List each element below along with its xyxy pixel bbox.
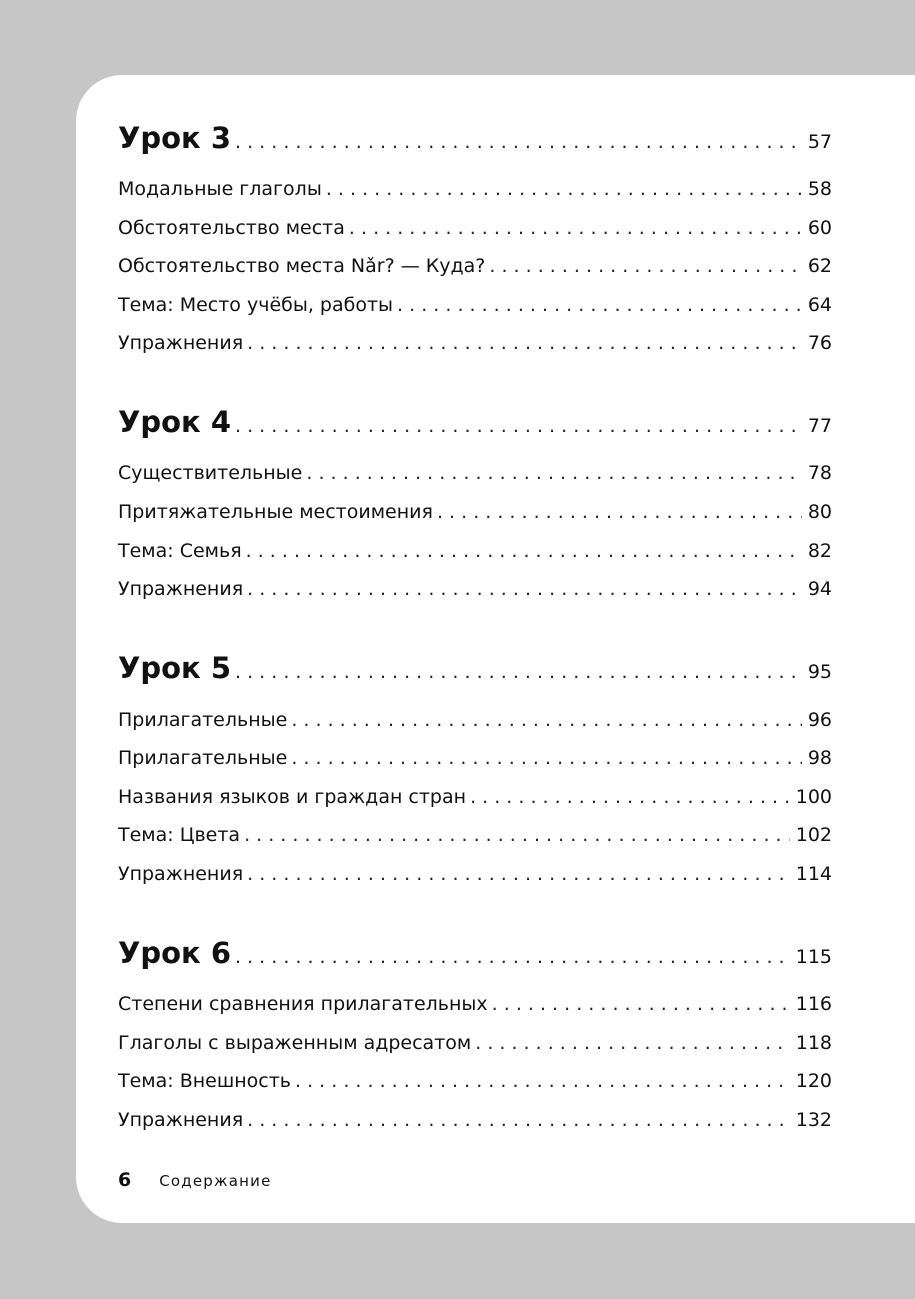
entry-title: Упражнения bbox=[118, 578, 244, 600]
lesson-title: Урок 4 bbox=[118, 405, 231, 439]
dot-leader bbox=[247, 862, 790, 886]
page-number: 132 bbox=[795, 1109, 832, 1131]
toc-entry[interactable] bbox=[118, 1108, 832, 1132]
entry-title: Тема: Семья bbox=[118, 540, 242, 562]
dot-leader bbox=[437, 500, 802, 524]
page-number: 120 bbox=[795, 1070, 832, 1092]
dot-leader bbox=[244, 823, 790, 847]
page-number: 94 bbox=[807, 578, 832, 600]
toc-entry[interactable] bbox=[118, 1031, 832, 1055]
toc-entry[interactable] bbox=[118, 177, 832, 201]
toc-entry[interactable] bbox=[118, 992, 832, 1016]
dot-leader bbox=[295, 1069, 790, 1093]
toc-entry[interactable] bbox=[118, 461, 832, 485]
dot-leader bbox=[235, 409, 802, 443]
dot-leader bbox=[246, 539, 802, 563]
dot-leader bbox=[235, 655, 802, 689]
page-number: 96 bbox=[807, 709, 832, 731]
page-number: 115 bbox=[795, 946, 832, 968]
entry-title: Тема: Внешность bbox=[118, 1070, 292, 1092]
dot-leader bbox=[397, 293, 802, 317]
page-number: 78 bbox=[807, 462, 832, 484]
entry-title: Упражнения bbox=[118, 1109, 244, 1131]
toc-entry[interactable] bbox=[118, 1069, 832, 1093]
page-footer bbox=[118, 1169, 272, 1191]
page-number: 76 bbox=[807, 332, 832, 354]
toc-lesson-3[interactable] bbox=[118, 121, 832, 159]
dot-leader bbox=[291, 708, 801, 732]
dot-leader bbox=[470, 785, 790, 809]
book-page bbox=[76, 75, 915, 1223]
dot-leader bbox=[489, 254, 801, 278]
dot-leader bbox=[235, 125, 802, 159]
page-number: 102 bbox=[795, 824, 832, 846]
entry-title: Названия языков и граждан стран bbox=[118, 786, 467, 808]
entry-title: Обстоятельство места Nǎr? — Куда? bbox=[118, 255, 486, 277]
entry-title: Степени сравнения прилагательных bbox=[118, 993, 488, 1015]
entry-title: Притяжательные местоимения bbox=[118, 501, 433, 523]
toc-lesson-4[interactable] bbox=[118, 405, 832, 443]
dot-leader bbox=[349, 216, 802, 240]
entry-title: Существительные bbox=[118, 462, 303, 484]
page-number: 118 bbox=[795, 1032, 832, 1054]
toc-entry[interactable] bbox=[118, 577, 832, 601]
page-number: 77 bbox=[807, 415, 832, 437]
toc-entry[interactable] bbox=[118, 539, 832, 563]
dot-leader bbox=[291, 746, 801, 770]
entry-title: Упражнения bbox=[118, 332, 244, 354]
toc-entry[interactable] bbox=[118, 331, 832, 355]
dot-leader bbox=[247, 577, 802, 601]
page-number: 64 bbox=[807, 294, 832, 316]
dot-leader bbox=[235, 940, 790, 974]
dot-leader bbox=[326, 177, 802, 201]
dot-leader bbox=[247, 331, 802, 355]
page-number: 114 bbox=[795, 863, 832, 885]
entry-title: Тема: Место учёбы, работы bbox=[118, 294, 394, 316]
lesson-title: Урок 6 bbox=[118, 936, 231, 970]
entry-title: Упражнения bbox=[118, 863, 244, 885]
toc-entry[interactable] bbox=[118, 254, 832, 278]
page-number: 100 bbox=[795, 786, 832, 808]
toc-entry[interactable] bbox=[118, 708, 832, 732]
page-number: 116 bbox=[795, 993, 832, 1015]
dot-leader bbox=[247, 1108, 790, 1132]
dot-leader bbox=[306, 461, 801, 485]
entry-title: Прилагательные bbox=[118, 747, 288, 769]
footer-section-title: Содержание bbox=[159, 1172, 272, 1190]
toc-entry[interactable] bbox=[118, 823, 832, 847]
page-number: 57 bbox=[807, 131, 832, 153]
toc-entry[interactable] bbox=[118, 785, 832, 809]
entry-title: Глаголы с выраженным адресатом bbox=[118, 1032, 472, 1054]
lesson-title: Урок 5 bbox=[118, 651, 231, 685]
toc-lesson-6[interactable] bbox=[118, 936, 832, 974]
footer-page-number: 6 bbox=[118, 1169, 132, 1191]
page-number: 95 bbox=[807, 661, 832, 683]
toc-lesson-5[interactable] bbox=[118, 651, 832, 689]
page-number: 60 bbox=[807, 217, 832, 239]
toc-entry[interactable] bbox=[118, 500, 832, 524]
dot-leader bbox=[475, 1031, 790, 1055]
entry-title: Обстоятельство места bbox=[118, 217, 345, 239]
dot-leader bbox=[492, 992, 790, 1016]
toc-entry[interactable] bbox=[118, 746, 832, 770]
entry-title: Прилагательные bbox=[118, 709, 288, 731]
page-number: 58 bbox=[807, 178, 832, 200]
page-number: 80 bbox=[807, 501, 832, 523]
page-number: 62 bbox=[807, 255, 832, 277]
page-number: 98 bbox=[807, 747, 832, 769]
entry-title: Модальные глаголы bbox=[118, 178, 322, 200]
lesson-title: Урок 3 bbox=[118, 121, 231, 155]
page-number: 82 bbox=[807, 540, 832, 562]
entry-title: Тема: Цвета bbox=[118, 824, 241, 846]
toc-entry[interactable] bbox=[118, 216, 832, 240]
toc-entry[interactable] bbox=[118, 293, 832, 317]
toc-entry[interactable] bbox=[118, 862, 832, 886]
